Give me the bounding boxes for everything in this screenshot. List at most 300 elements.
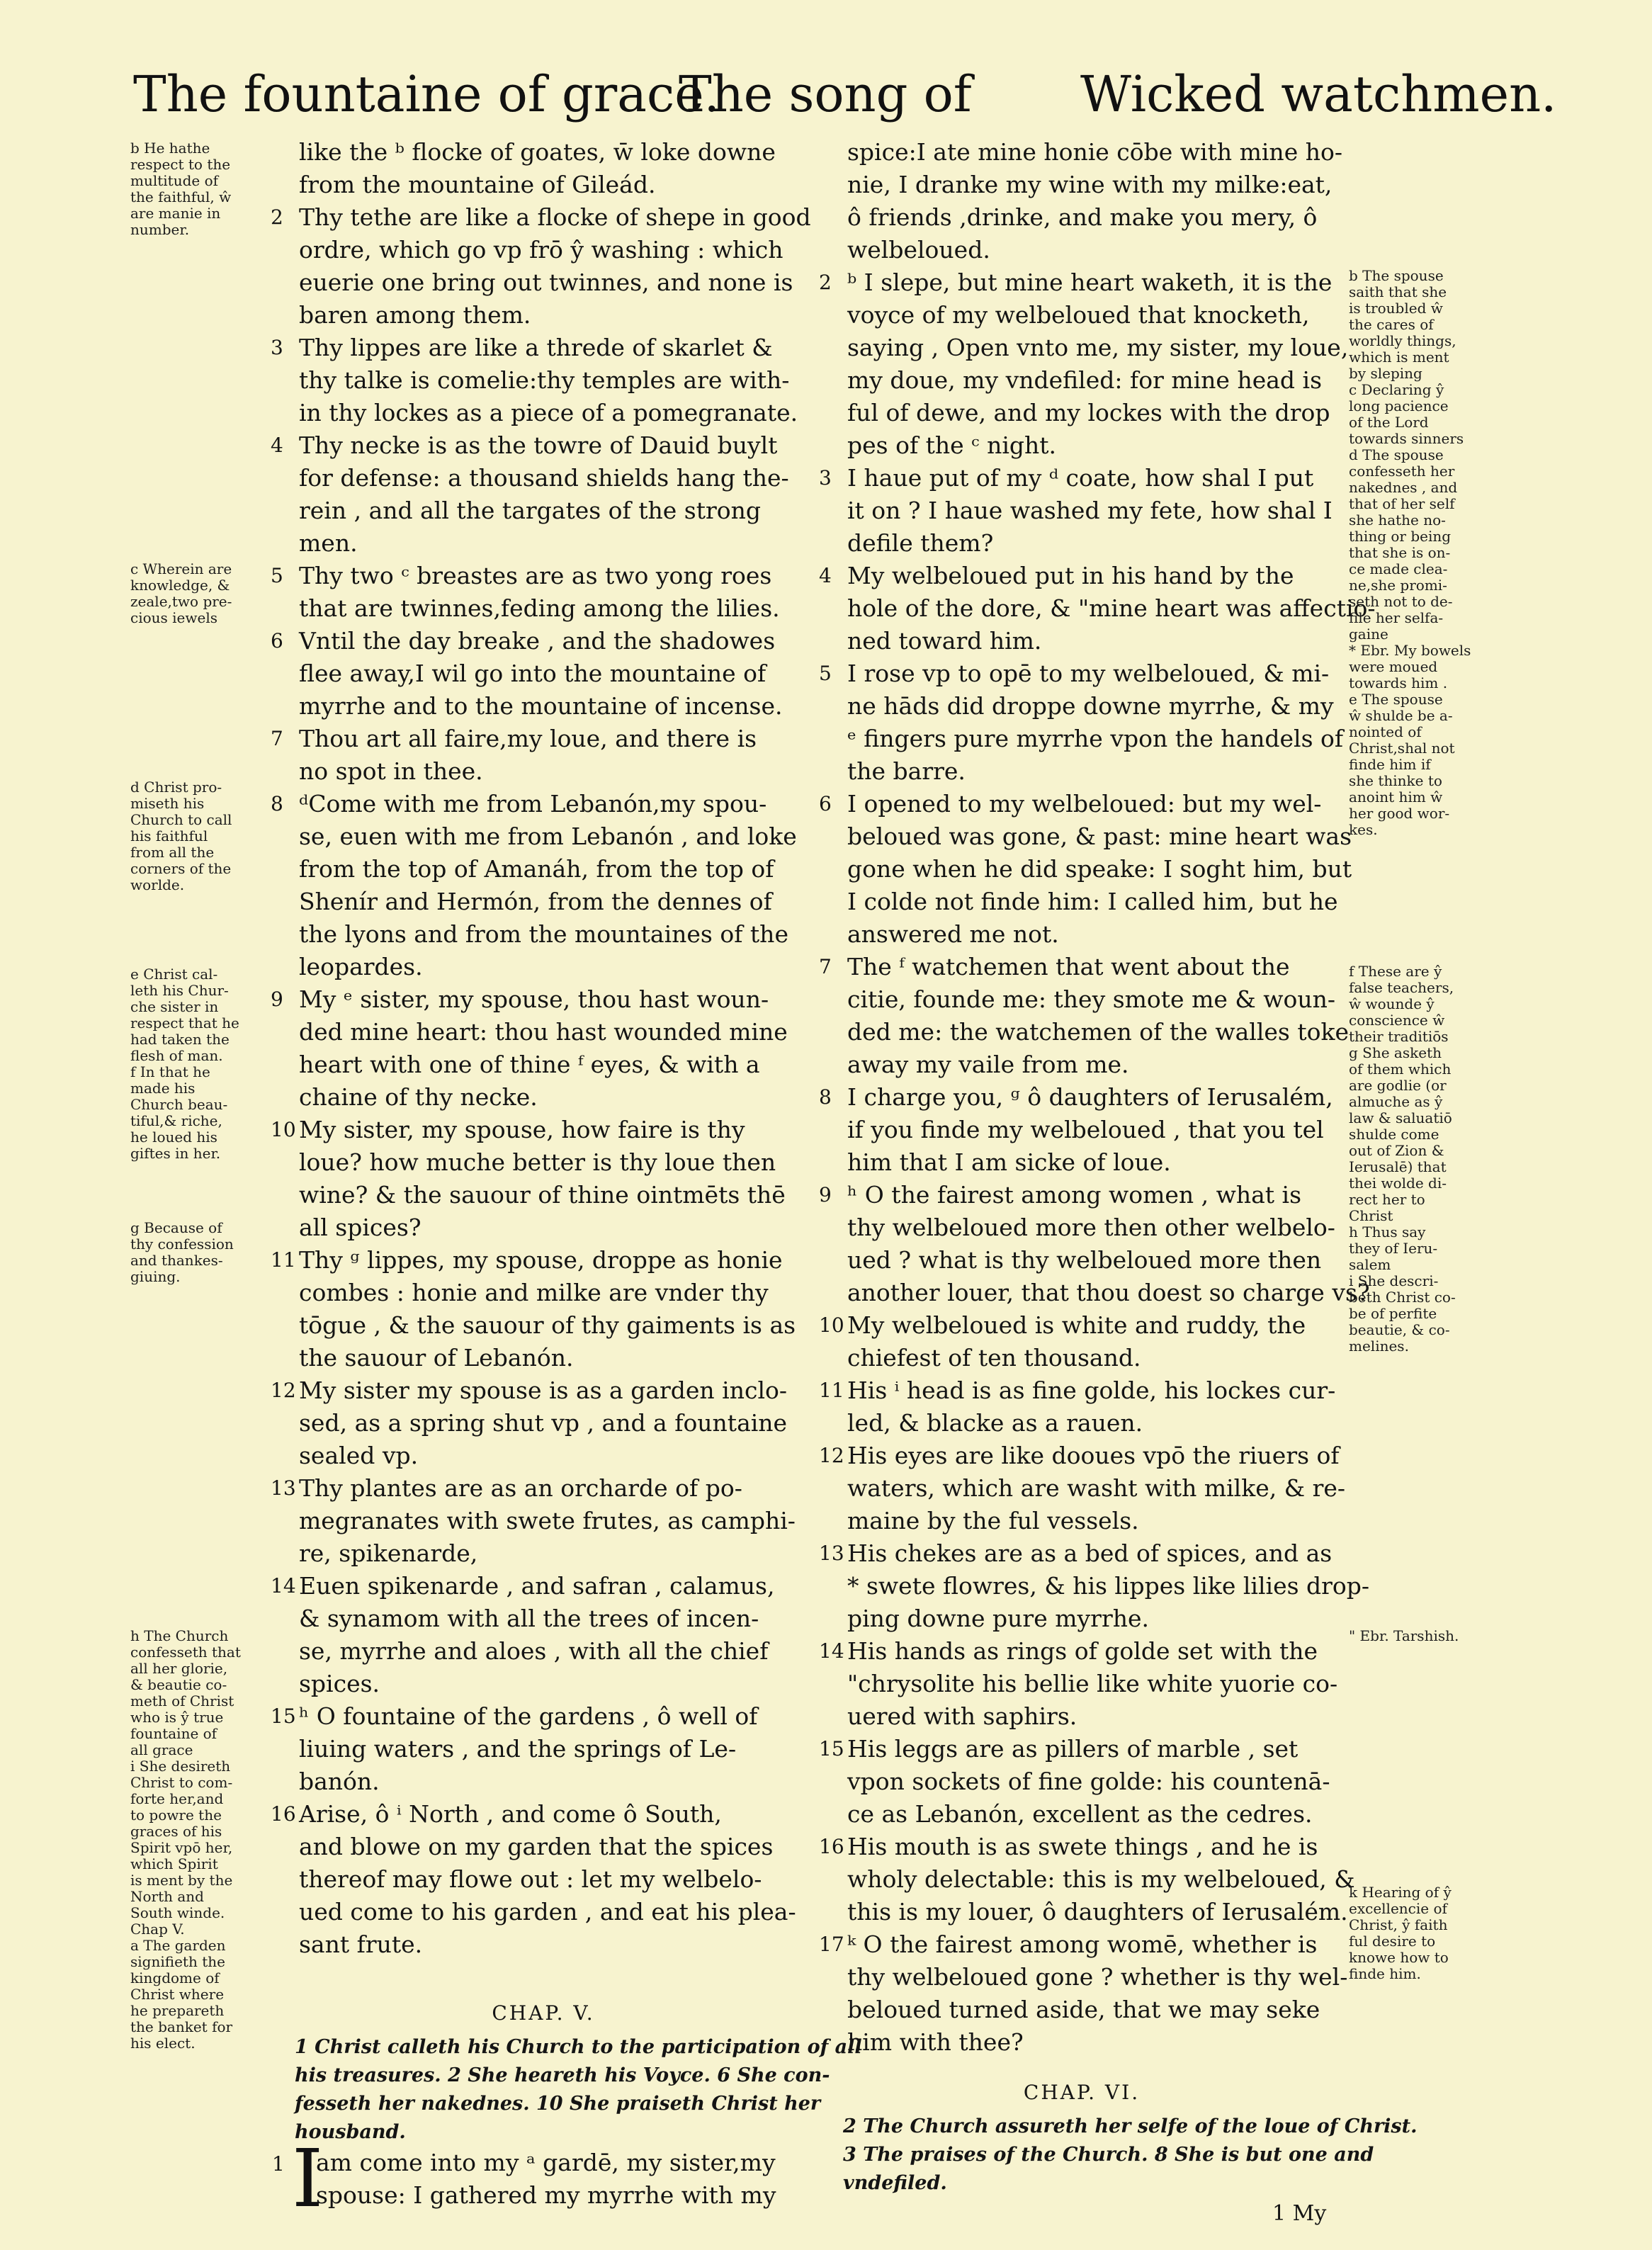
verse-text: the barre. (847, 757, 966, 785)
verse-line (819, 788, 1345, 820)
verse-text: am come into my ᵃ gardē, my sister,my (316, 2149, 776, 2176)
margin-note-line: kingdome of (130, 1969, 220, 1986)
margin-note-line: thy confession (130, 1236, 234, 1253)
verse-text: CHAP. VI. (1023, 2081, 1141, 2104)
verse-number: 4 (271, 434, 283, 457)
margin-note-line: cious iewels (130, 609, 217, 626)
verse-number: 12 (819, 1444, 844, 1467)
verse-line (271, 429, 816, 462)
margin-note (130, 966, 265, 1162)
margin-note-line: forte her,and (130, 1790, 224, 1807)
margin-note-line: b He hathe (130, 140, 210, 157)
verse-line (819, 1016, 1349, 1048)
verse-number: 16 (819, 1835, 844, 1858)
verse-text: that are twinnes,feding among the lilies. (299, 594, 780, 622)
verse-line (271, 1733, 816, 1765)
verse-line (271, 690, 816, 723)
margin-note-line: Church beau- (130, 1096, 228, 1113)
verse-line (819, 169, 1345, 201)
margin-note (130, 1628, 265, 2052)
verse-line (271, 1537, 816, 1570)
margin-note-line: made his (130, 1080, 196, 1097)
verse-line (271, 1114, 816, 1146)
verse-number: 3 (271, 336, 283, 359)
margin-note-line: f These are ŷ (1349, 963, 1442, 980)
verse-line (271, 494, 816, 527)
verse-number: 16 (271, 1802, 296, 1826)
margin-note-line: from all the (130, 844, 215, 861)
verse-line (271, 983, 816, 1016)
margin-note-line: Christ,shal not (1349, 740, 1455, 757)
verse-line (271, 364, 816, 397)
margin-note-line: number. (130, 221, 190, 238)
spacer (271, 1961, 816, 1994)
margin-note-line: ŵ shulde be a- (1349, 707, 1453, 724)
verse-text: ô friends ,drinke, and make you mery, ô (847, 203, 1318, 231)
verse-line (271, 2179, 816, 2212)
margin-note-line: e Christ cal- (130, 966, 218, 983)
verse-text: I haue put of my ᵈ coate, how shal I put (847, 464, 1314, 492)
verse-text: saying , Open vnto me, my sister, my loue, (847, 334, 1349, 361)
margin-note-line: ce made clea- (1349, 560, 1448, 577)
verse-text: the lyons and from the mountaines of the (299, 920, 788, 948)
verse-line (819, 886, 1345, 918)
margin-note-line: h The Church (130, 1627, 229, 1644)
verse-line (819, 918, 1345, 951)
verse-line (271, 560, 816, 592)
margin-note-line: had taken the (130, 1031, 230, 1048)
verse-number: 6 (271, 629, 283, 652)
verse-text: My ᵉ sister, my spouse, thou hast woun- (299, 985, 769, 1013)
verse-text: gone when he did speake: I soght him, but (847, 855, 1352, 883)
verse-line (819, 397, 1345, 429)
verse-text: myrrhe and to the mountaine of incense. (299, 692, 783, 720)
margin-note-line: a The garden (130, 1937, 226, 1954)
margin-note-line: worlde. (130, 876, 185, 893)
verse-text: ᵉ fingers pure myrrhe vpon the handels of (847, 725, 1344, 752)
verse-number: 14 (271, 1574, 296, 1598)
margin-note-line: out of Zion & (1349, 1142, 1444, 1159)
margin-note-line: his faithful (130, 827, 208, 844)
verse-text: away my vaile from me. (847, 1051, 1129, 1078)
chapter-argument (271, 2062, 830, 2090)
margin-note-line: law & saluatiō (1349, 1109, 1452, 1126)
verse-text: Thy tethe are like a flocke of shepe in good (299, 203, 811, 231)
verse-line (271, 1179, 816, 1211)
verse-line (271, 1505, 816, 1537)
verse-line (271, 299, 816, 332)
verse-text: fesseth her nakednes. 10 She praiseth Christ her (295, 2093, 821, 2115)
verse-text: 1 Christ calleth his Church to the participation of all (295, 2036, 862, 2058)
margin-note-line: the banket for (130, 2018, 233, 2035)
verse-text: for defense: a thousand shields hang the- (299, 464, 789, 492)
verse-line (271, 2147, 816, 2179)
verse-line (271, 169, 816, 201)
verse-number: 5 (271, 564, 283, 587)
verse-text: beloued was gone, & past: mine heart was (847, 822, 1352, 850)
margin-note-line: Christ to com- (130, 1774, 233, 1791)
verse-line (819, 1211, 1345, 1244)
verse-line (819, 1048, 1345, 1081)
margin-note-line: Christ where (130, 1986, 225, 2003)
verse-line (271, 1146, 816, 1179)
margin-note-line: fountaine of (130, 1725, 217, 1742)
margin-note-line: false teachers, (1349, 979, 1454, 996)
verse-line (819, 1602, 1345, 1635)
verse-line (819, 1081, 1345, 1114)
margin-note-line: beth Christ co- (1349, 1289, 1456, 1306)
verse-line (271, 1407, 816, 1440)
verse-text: ᵏ O the fairest among womē, whether is (847, 1930, 1318, 1958)
margin-note-line: North and (130, 1888, 204, 1905)
verse-line (271, 201, 816, 234)
verse-text: ded me: the watchemen of the walles toke (847, 1018, 1349, 1046)
margin-note-line: b The spouse (1349, 267, 1444, 284)
verse-text: housband. (295, 2121, 406, 2143)
margin-note-line: that of her self (1349, 495, 1455, 512)
verse-line (271, 1342, 816, 1374)
margin-note-line: finde him. (1349, 1965, 1421, 1982)
verse-line (271, 788, 816, 820)
margin-note-line: rect her to (1349, 1191, 1425, 1208)
verse-text: rein , and all the targates of the strong (299, 497, 761, 524)
verse-text: answered me not. (847, 920, 1059, 948)
verse-line (271, 853, 816, 886)
margin-note-line: she thinke to (1349, 772, 1442, 789)
verse-text: euerie one bring out twinnes, and none is (299, 268, 793, 296)
margin-note-line: knowledge, & (130, 577, 230, 594)
verse-line (819, 1765, 1345, 1798)
verse-line (819, 1863, 1355, 1896)
verse-line (819, 1994, 1345, 2026)
verse-number: 4 (819, 564, 832, 587)
margin-note-line: miseth his (130, 795, 205, 812)
margin-note-line: & beautie co- (130, 1676, 227, 1693)
margin-note-line: thing or being (1349, 528, 1452, 545)
margin-note-line: i She desireth (130, 1758, 231, 1775)
verse-text: My welbeloued put in his hand by the (847, 562, 1294, 589)
verse-number: 14 (819, 1639, 844, 1663)
margin-note-line: k Hearing of ŷ (1349, 1884, 1452, 1901)
margin-note-line: beautie, & co- (1349, 1321, 1450, 1338)
verse-number: 7 (819, 955, 832, 978)
verse-text: spice:I ate mine honie cōbe with mine ho- (847, 138, 1342, 166)
chapter-argument (271, 2090, 821, 2118)
margin-note-line: is ment by the (130, 1872, 233, 1889)
margin-note-line: excellencie of (1349, 1900, 1447, 1917)
verse-line (819, 755, 1345, 788)
verse-number: 11 (271, 1248, 296, 1272)
margin-note-line: his elect. (130, 2035, 196, 2052)
verse-text: ce as Lebanón, excellent as the cedres. (847, 1800, 1313, 1828)
margin-note-line: conscience ŵ (1349, 1012, 1445, 1029)
margin-note-line: confesseth that (130, 1644, 241, 1661)
margin-note-line: respect to the (130, 156, 231, 173)
verse-text: Thy two ᶜ breastes are as two yong roes (299, 562, 772, 589)
verse-text: I opened to my welbeloued: but my wel- (847, 790, 1322, 818)
verse-line (271, 1440, 816, 1472)
verse-number: 17 (819, 1933, 844, 1956)
margin-note-line: c Declaring ŷ (1349, 381, 1444, 398)
verse-number: 6 (819, 792, 832, 815)
verse-text: spices. (299, 1670, 380, 1697)
margin-note-line: i She descri- (1349, 1272, 1439, 1289)
verse-line (819, 1342, 1345, 1374)
margin-note-line: be of perfite (1349, 1305, 1437, 1322)
verse-line (819, 1374, 1345, 1407)
verse-text: the sauour of Lebanón. (299, 1344, 574, 1372)
margin-note-line: and thankes- (130, 1252, 223, 1269)
verse-line (819, 299, 1345, 332)
margin-note-line: Ierusalē) that (1349, 1158, 1447, 1175)
verse-line (819, 1505, 1345, 1537)
verse-text: chiefest of ten thousand. (847, 1344, 1141, 1372)
margin-note-line: h Thus say (1349, 1223, 1426, 1240)
verse-text: vpon sockets of fine golde: his countenā- (847, 1768, 1330, 1795)
verse-text: citie, founde me: they smote me & woun- (847, 985, 1336, 1013)
verse-line (271, 1668, 816, 1700)
verse-text: from the top of Amanáh, from the top of (299, 855, 774, 883)
verse-line (819, 332, 1349, 364)
drop-cap: I (292, 2133, 324, 2225)
verse-number: 8 (271, 792, 283, 815)
verse-text: ping downe pure myrrhe. (847, 1605, 1149, 1632)
margin-note-line: finde him if (1349, 756, 1431, 773)
margin-note-line: were moued (1349, 658, 1438, 675)
verse-line (271, 592, 816, 625)
verse-text: thereof may flowe out : let my welbelo- (299, 1865, 762, 1893)
verse-line (819, 527, 1345, 560)
margin-note-line: thei wolde di- (1349, 1175, 1447, 1192)
verse-text: my doue, my vndefiled: for mine head is (847, 366, 1323, 394)
margin-note-line: respect that he (130, 1014, 239, 1031)
margin-note-line: is troubled ŵ (1349, 300, 1443, 317)
margin-note-line: nointed of (1349, 723, 1422, 740)
margin-note-line: knowe how to (1349, 1949, 1449, 1966)
verse-line (819, 429, 1345, 462)
verse-text: flee away,I wil go into the mountaine of (299, 660, 766, 687)
verse-text: ued come to his garden , and eat his plea- (299, 1898, 796, 1926)
verse-line (271, 332, 816, 364)
verse-text: liuing waters , and the springs of Le- (299, 1735, 737, 1763)
margin-note-line: saith that she (1349, 283, 1447, 300)
margin-note-line: " Ebr. Tarshish. (1349, 1627, 1459, 1644)
margin-note-line: the faithful, ŵ (130, 188, 232, 205)
verse-text: Shenír and Hermón, from the dennes of (299, 888, 772, 915)
verse-line (819, 592, 1376, 625)
margin-note-line: d Christ pro- (130, 779, 222, 796)
verse-line (819, 1537, 1345, 1570)
verse-text: Vntil the day breake , and the shadowes (299, 627, 776, 655)
verse-text: megranates with swete frutes, as camphi- (299, 1507, 796, 1534)
verse-number: 5 (819, 662, 832, 685)
verse-line (819, 625, 1345, 657)
verse-line (271, 1309, 816, 1342)
verse-number: 13 (819, 1542, 844, 1565)
verse-text: vndefiled. (843, 2172, 947, 2194)
verse-line (271, 657, 816, 690)
margin-note (130, 1220, 265, 1285)
verse-line (271, 1472, 816, 1505)
verse-text: nie, I dranke my wine with my milke:eat, (847, 171, 1333, 198)
verse-text: CHAP. V. (492, 2001, 595, 2025)
verse-line (819, 2026, 1345, 2059)
verse-text: banón. (299, 1768, 380, 1795)
verse-line (819, 983, 1345, 1016)
verse-text: beloued turned aside, that we may seke (847, 1996, 1320, 2023)
verse-text: wine? & the sauour of thine ointmēts thē (299, 1181, 786, 1209)
margin-note-line: their traditiōs (1349, 1028, 1449, 1045)
margin-note-line: signifieth the (130, 1953, 225, 1970)
margin-note-line: ŵ wounde ŷ (1349, 995, 1435, 1012)
verse-text: re, spikenarde, (299, 1539, 478, 1567)
margin-note-line: they of Ieru- (1349, 1240, 1438, 1257)
verse-text: ful of dewe, and my lockes with the drop (847, 399, 1330, 426)
margin-note-line: gaine (1349, 626, 1388, 643)
verse-text: ordre, which go vp frō ŷ washing : which (299, 236, 783, 264)
margin-note (130, 140, 265, 238)
margin-note-line: to powre the (130, 1807, 222, 1824)
chapter-argument (819, 2141, 1374, 2169)
margin-note-line: d The spouse (1349, 446, 1444, 463)
verse-text: I charge you, ᵍ ô daughters of Ierusalém, (847, 1083, 1333, 1111)
verse-text: Thy ᵍ lippes, my spouse, droppe as honie (299, 1246, 783, 1274)
verse-number: 15 (271, 1705, 296, 1728)
verse-text: Thy necke is as the towre of Dauid buylt (299, 431, 778, 459)
margin-note-line: long pacience (1349, 397, 1449, 414)
verse-text: se, euen with me from Lebanón , and loke (299, 822, 797, 850)
verse-line (271, 1277, 816, 1309)
margin-note-line: Church to call (130, 811, 232, 828)
margin-note-line: who is ŷ true (130, 1709, 224, 1726)
chapter-argument (819, 2169, 1345, 2198)
verse-text: leopardes. (299, 953, 423, 980)
verse-number: 12 (271, 1379, 296, 1402)
chapter-heading (819, 2073, 1345, 2113)
verse-text: ned toward him. (847, 627, 1042, 655)
verse-line (271, 1798, 816, 1831)
verse-line (271, 397, 816, 429)
verse-line (271, 1635, 816, 1668)
margin-note-line: seth not to de- (1349, 593, 1453, 610)
verse-text: combes : honie and milke are vnder thy (299, 1279, 769, 1306)
verse-text: His eyes are like dooues vpō the riuers of (847, 1442, 1340, 1469)
margin-note-line: salem (1349, 1256, 1391, 1273)
verse-text: and blowe on my garden that the spices (299, 1833, 774, 1860)
verse-text: Euen spikenarde , and safran , calamus, (299, 1572, 775, 1600)
verse-text: pes of the ᶜ night. (847, 431, 1057, 459)
verse-text: My sister my spouse is as a garden inclo- (299, 1376, 788, 1404)
verse-line (819, 1928, 1345, 1961)
verse-line (271, 820, 816, 853)
verse-text: 3 The praises of the Church. 8 She is but one and (843, 2144, 1374, 2166)
verse-line (271, 136, 816, 169)
margin-note-line: file her selfa- (1349, 609, 1444, 626)
verse-text: ʰ O the fairest among women , what is (847, 1181, 1302, 1209)
verse-text: led, & blacke as a rauen. (847, 1409, 1143, 1437)
verse-text: His chekes are as a bed of spices, and as (847, 1539, 1333, 1567)
verse-text: se, myrrhe and aloes , with all the chief (299, 1637, 769, 1665)
verse-text: Arise, ô ⁱ North , and come ô South, (299, 1800, 722, 1828)
verse-number: 1 (272, 2152, 285, 2176)
verse-line (819, 1635, 1345, 1668)
margin-note-line: nakednes , and (1349, 479, 1458, 496)
verse-text: tōgue , & the sauour of thy gaiments is as (299, 1311, 796, 1339)
verse-line (819, 201, 1345, 234)
margin-note-line: South winde. (130, 1904, 225, 1921)
verse-line (819, 1472, 1345, 1505)
verse-text: Thy lippes are like a threde of skarlet & (299, 334, 773, 361)
margin-note-line: giftes in her. (130, 1145, 221, 1162)
verse-number: 2 (271, 205, 283, 229)
verse-line (819, 234, 1345, 266)
verse-number: 9 (819, 1183, 832, 1206)
verse-text: thy welbeloued gone ? whether is thy wel- (847, 1963, 1348, 1991)
margin-note-line: are godlie (or (1349, 1077, 1447, 1094)
running-head-left: The fountaine of grace. (133, 65, 720, 123)
verse-text: his treasures. 2 She heareth his Voyce. 6 She con- (295, 2064, 830, 2086)
verse-line (271, 1570, 816, 1602)
margin-note-line: ful desire to (1349, 1933, 1436, 1950)
verse-line (819, 1244, 1345, 1277)
verse-text: ded mine heart: thou hast wounded mine (299, 1018, 788, 1046)
verse-text: ne hāds did droppe downe myrrhe, & my (847, 692, 1334, 720)
margin-note-line: which Spirit (130, 1855, 218, 1872)
verse-text: if you finde my welbeloued , that you tel (847, 1116, 1324, 1143)
verse-line (819, 820, 1352, 853)
verse-line (819, 1440, 1345, 1472)
verse-line (271, 1700, 816, 1733)
verse-line (271, 1244, 816, 1277)
verse-number: 2 (819, 271, 832, 294)
verse-text: His leggs are as pillers of marble , set (847, 1735, 1299, 1763)
verse-text: wholy delectable: this is my welbeloued, & (847, 1865, 1355, 1893)
margin-note-line: leth his Chur- (130, 982, 229, 999)
verse-number: 11 (819, 1379, 844, 1402)
chapter-argument (271, 2118, 816, 2147)
margin-note-line: towards him . (1349, 674, 1448, 691)
verse-text: waters, which are washt with milke, & re- (847, 1474, 1346, 1502)
verse-text: another louer, that thou doest so charge vs? (847, 1279, 1370, 1306)
margin-note-line: confesseth her (1349, 463, 1455, 480)
verse-text: ᵈCome with me from Lebanón,my spou- (299, 790, 767, 818)
verse-number: 15 (819, 1737, 844, 1760)
verse-text: him with thee? (847, 2028, 1024, 2056)
margin-note (130, 561, 265, 626)
verse-text: ʰ O fountaine of the gardens , ô well of (299, 1702, 758, 1730)
margin-note-line: g Because of (130, 1219, 222, 1236)
verse-line (819, 723, 1345, 755)
margin-note-line: zeale,two pre- (130, 593, 232, 610)
margin-note-line: which is ment (1349, 349, 1449, 366)
verse-number: 10 (271, 1118, 296, 1141)
verse-text: "chrysolite his bellie like white yuorie co- (847, 1670, 1338, 1697)
verse-text: The ᶠ watchemen that went about the (847, 953, 1290, 980)
verse-number: 3 (819, 466, 832, 490)
verse-text: 1 My (1272, 2201, 1327, 2226)
verse-text: thy talke is comelie:thy temples are with- (299, 366, 790, 394)
verse-text: 2 The Church assureth her selfe of the loue of Christ. (843, 2115, 1418, 2137)
margin-note (1349, 268, 1483, 838)
verse-line (819, 853, 1352, 886)
margin-note-line: Christ, ŷ faith (1349, 1916, 1448, 1933)
verse-line (271, 234, 816, 266)
running-head-center: The song of (679, 65, 972, 123)
verse-text: welbeloued. (847, 236, 990, 264)
verse-text: ᵇ I slepe, but mine heart waketh, it is the (847, 268, 1333, 296)
margin-note-line: e The spouse (1349, 691, 1443, 708)
verse-line (271, 1602, 816, 1635)
